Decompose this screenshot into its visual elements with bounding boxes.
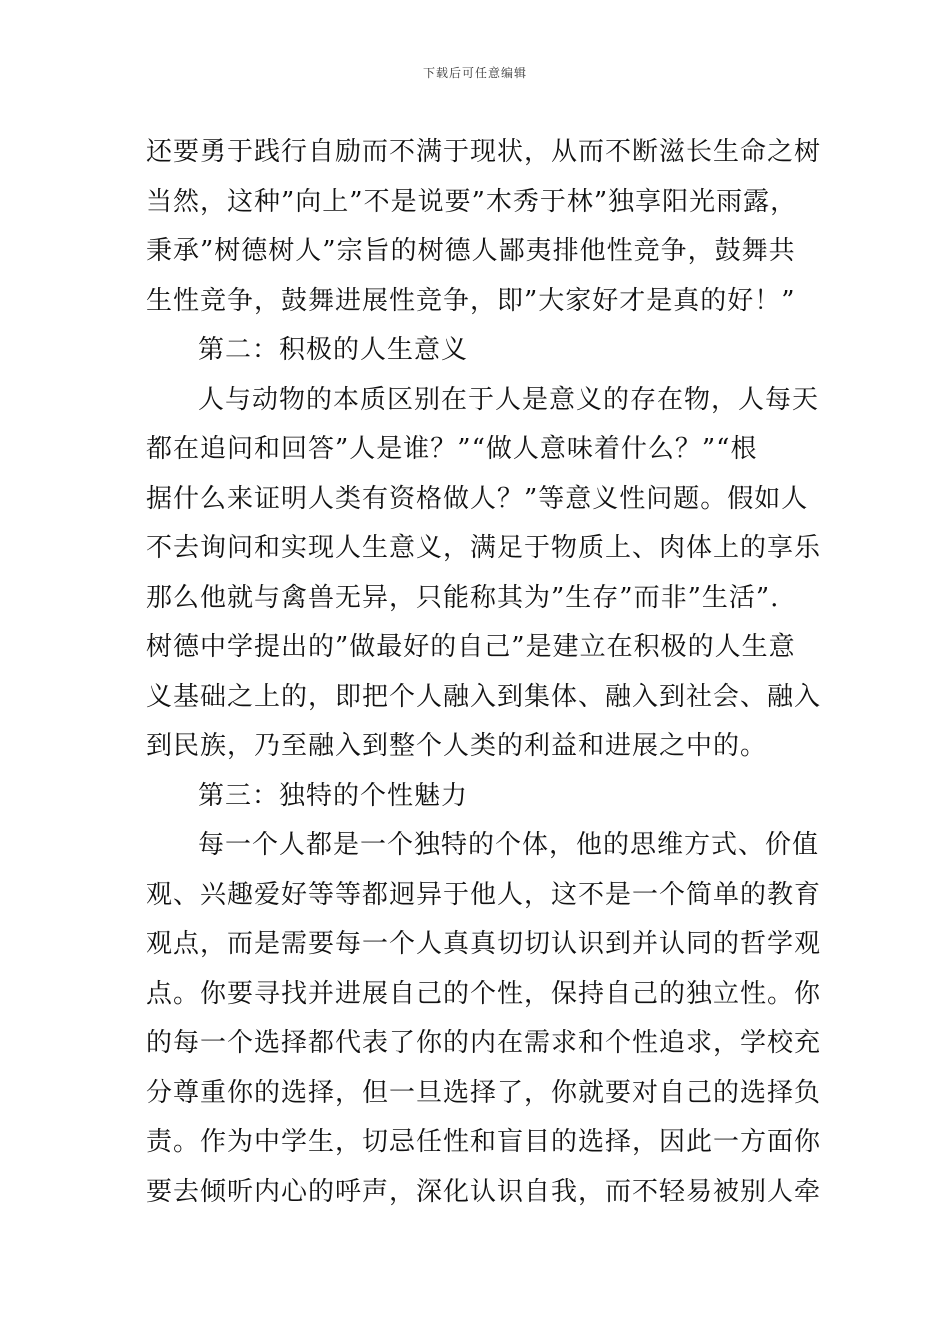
text-line: 树德中学提出的”做最好的自己”是建立在积极的人生意 (146, 632, 796, 662)
text-line: 责。作为中学生，切忌任性和盲目的选择，因此一方面你 (146, 1127, 822, 1157)
text-line: 生性竞争，鼓舞进展性竞争，即”大家好才是真的好！” (146, 285, 796, 316)
text-line: 的每一个选择都代表了你的内在需求和个性追求，学校充 (146, 1028, 822, 1058)
text-line: 人与动物的本质区别在于人是意义的存在物，人每天 (198, 384, 820, 415)
text-line: 还要勇于践行自励而不满于现状，从而不断滋长生命之树 (146, 137, 822, 167)
text-line: 观、兴趣爱好等等都迥异于他人，这不是一个简单的教育 (146, 879, 822, 910)
text-line: 点。你要寻找并进展自己的个性，保持自己的独立性。你 (146, 978, 822, 1009)
text-line: 要去倾听内心的呼声，深化认识自我，而不轻易被别人牵 (146, 1176, 822, 1207)
text-line: 义基础之上的，即把个人融入到集体、融入到社会、融入 (146, 681, 822, 712)
text-line: 不去询问和实现人生意义，满足于物质上、肉体上的享乐 (146, 533, 822, 563)
text-line: 秉承”树德树人”宗旨的树德人鄙夷排他性竞争，鼓舞共 (146, 236, 796, 266)
text-line: 每一个人都是一个独特的个体，他的思维方式、价值 (198, 830, 820, 860)
section-heading: 第三：独特的个性魅力 (198, 780, 469, 811)
text-line: 据什么来证明人类有资格做人？”等意义性问题。假如人 (146, 483, 809, 514)
text-line: 观点，而是需要每一个人真真切切认识到并认同的哲学观 (146, 929, 822, 959)
document-body (146, 128, 822, 1217)
section-heading: 第二：积极的人生意义 (198, 335, 469, 365)
text-line: 到民族，乃至融入到整个人类的利益和进展之中的。 (146, 731, 768, 761)
text-line: 那么他就与禽兽无异，只能称其为”生存”而非”生活”. (146, 582, 780, 613)
text-line: 当然，这种”向上”不是说要”木秀于林”独享阳光雨露， (146, 186, 798, 217)
text-line: 分尊重你的选择，但一旦选择了，你就要对自己的选择负 (146, 1077, 822, 1108)
page-header: 下载后可任意编辑 (422, 66, 527, 80)
text-line: 都在追问和回答”人是谁？”“做人意味着什么？”“根 (146, 434, 758, 464)
